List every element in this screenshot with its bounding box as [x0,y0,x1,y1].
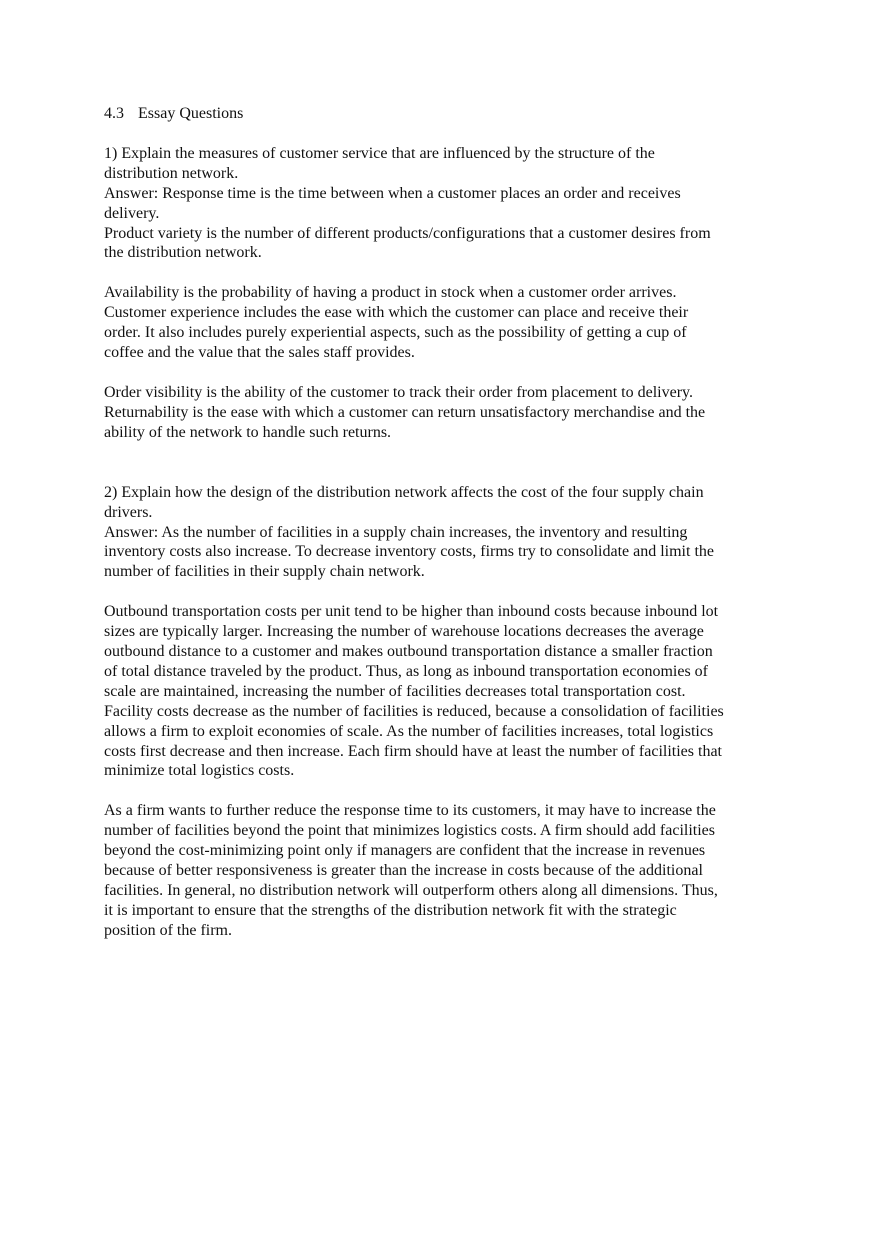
paragraph-spacer [104,781,784,801]
question-1: 1) Explain the measures of customer service that are influenced by the structure of the distribution network. [104,144,655,182]
paragraph-spacer [104,263,784,283]
question-2-answer-paragraph-3: As a firm wants to further reduce the response time to its customers, it may have to increase the number of facilities beyond the point that minimizes logistics costs. A firm should add facilities beyond the cost-minimizing point only if managers are confident that the increase in revenues because of better responsiveness is greater than the increase in costs because of the additional facilities. In general, no distribution network will outperform others along all dimensions. Thus, it is important to ensure that the strengths of the distribution network fit with the strategic position of the firm. [104,802,718,939]
question-2-answer-paragraph-2: Outbound transportation costs per unit tend to be higher than inbound costs because inbound lot sizes are typically larger. Increasing the number of warehouse locations decreases the average outbound distance to a customer and makes outbound transportation distance a smaller fraction of total distance traveled by the product. Thus, as long as inbound transportation economies of scale are maintained, increasing the number of facilities decreases total transportation cost. Facility costs decrease as the number of facilities is reduced, because a consolidation of facilities allows a firm to exploit economies of scale. As the number of facilities increases, total logistics costs first decrease and then increase. Each firm should have at least the number of facilities that minimize total logistics costs. [104,603,724,780]
question-1-answer-paragraph-2: Availability is the probability of having a product in stock when a customer order arrives. Customer experience includes the ease with which the customer can place and receive their order. It also includes purely experiential aspects, such as the possibility of getting a cup of coffee and the value that the sales staff provides. [104,284,689,362]
paragraph-spacer [104,363,784,383]
question-spacer [104,443,784,483]
question-1-answer-paragraph-1: Answer: Response time is the time between when a customer places an order and receives delivery. Product variety is the number of different products/configurations that a customer desires from the distribution network. [104,184,711,262]
question-2: 2) Explain how the design of the distribution network affects the cost of the four supply chain drivers. [104,483,704,521]
question-2-answer-paragraph-1: Answer: As the number of facilities in a supply chain increases, the inventory and resulting inventory costs also increase. To decrease inventory costs, firms try to consolidate and limit the number of facilities in their supply chain network. [104,523,714,581]
section-heading [104,104,784,124]
section-number: 4.3 [104,105,124,122]
section-title: Essay Questions [138,105,244,122]
paragraph-spacer [104,582,784,602]
document-page [104,104,784,941]
question-1-answer-paragraph-3: Order visibility is the ability of the customer to track their order from placement to delivery. Returnability is the ease with which a customer can return unsatisfactory merchandise and the ability of the network to handle such returns. [104,383,706,441]
